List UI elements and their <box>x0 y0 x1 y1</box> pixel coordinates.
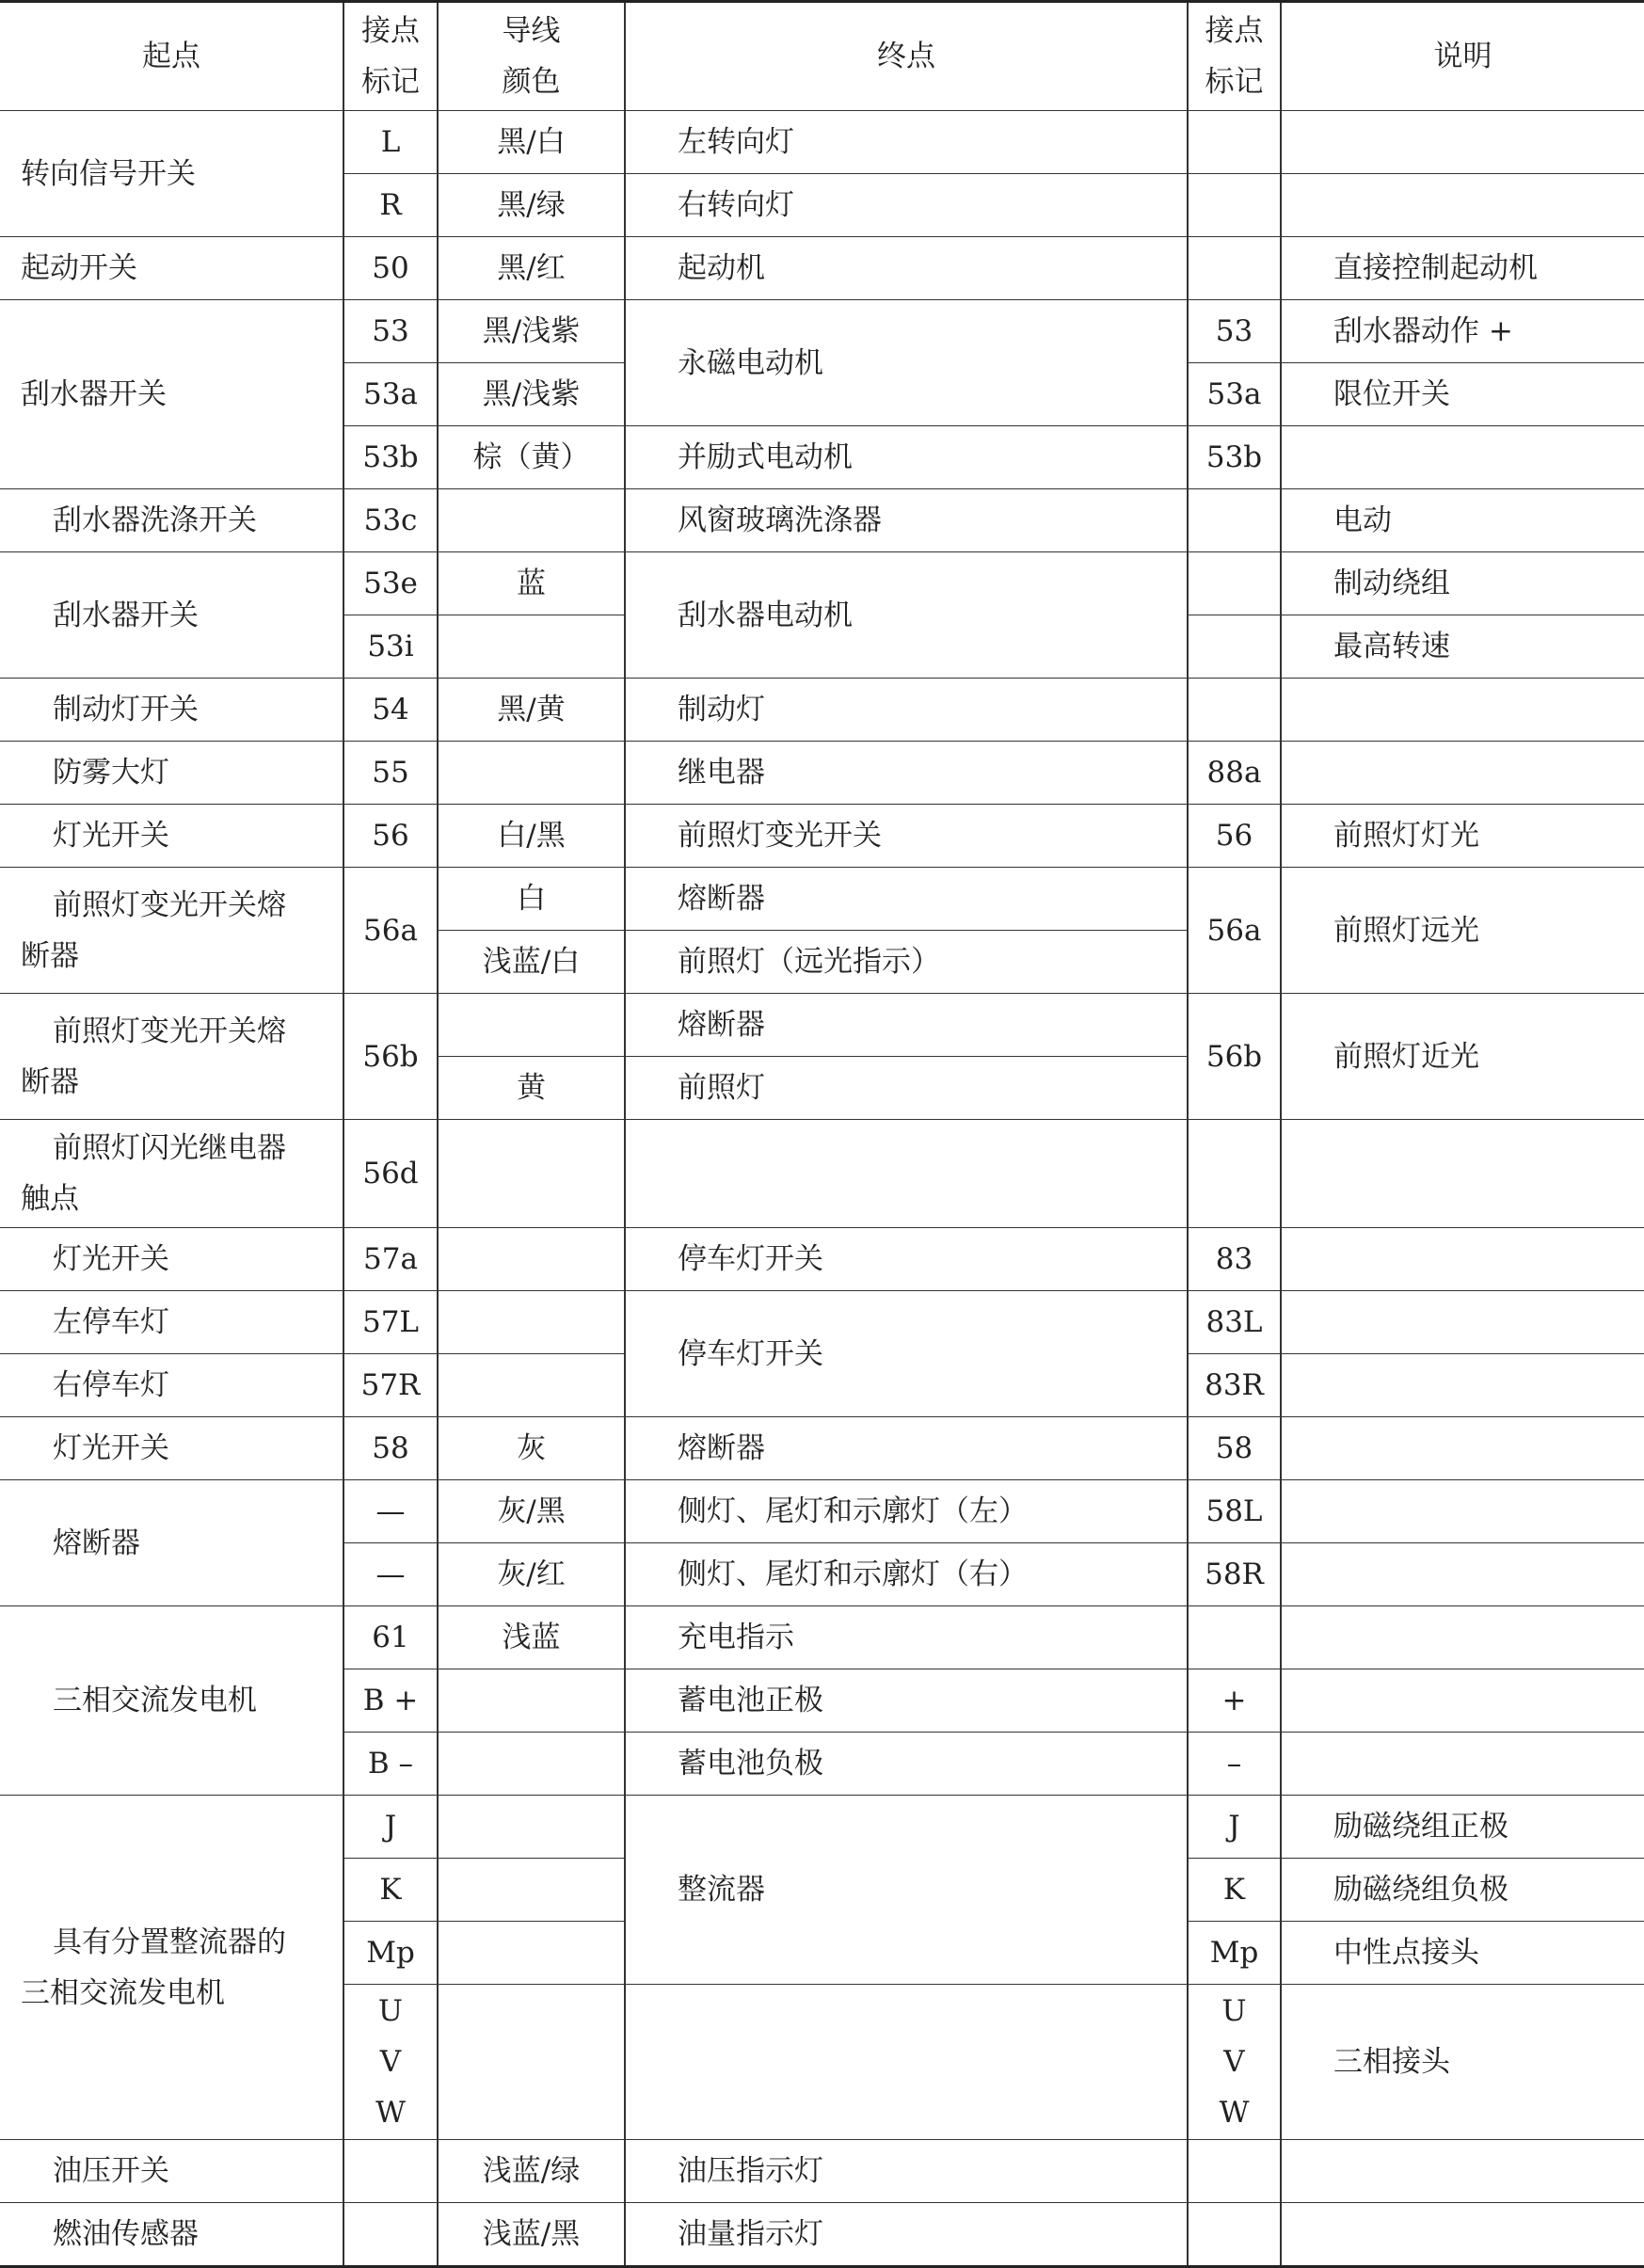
cell-end: 蓄电池正极 <box>625 1669 1188 1733</box>
cell-start: 前照灯变光开关熔 断器 <box>0 868 343 994</box>
cell-mark-a: 56d <box>343 1120 438 1228</box>
cell-mark-b: 53 <box>1188 300 1281 363</box>
table-header-row <box>0 2 1644 111</box>
cell-end: 永磁电动机 <box>625 300 1188 426</box>
cell-mark-a <box>343 2140 438 2203</box>
cell-end: 停车灯开关 <box>625 1228 1188 1291</box>
cell-end: 熔断器 <box>625 994 1188 1057</box>
cell-mark-a: 50 <box>343 237 438 300</box>
cell-color <box>438 489 625 552</box>
cell-mark-b <box>1188 615 1281 679</box>
table-row <box>0 552 1644 615</box>
cell-mark-b <box>1188 2140 1281 2203</box>
cell-start: 油压开关 <box>0 2140 343 2203</box>
cell-mark-b: 56b <box>1188 994 1281 1120</box>
cell-start: 刮水器洗涤开关 <box>0 489 343 552</box>
cell-color: 浅蓝/绿 <box>438 2140 625 2203</box>
cell-note <box>1281 742 1644 805</box>
header-end: 终点 <box>625 2 1188 111</box>
cell-note <box>1281 1291 1644 1354</box>
cell-note <box>1281 1417 1644 1480</box>
header-start: 起点 <box>0 2 343 111</box>
cell-color: 棕（黄） <box>438 426 625 489</box>
cell-note <box>1281 2203 1644 2267</box>
cell-color: 黑/白 <box>438 111 625 174</box>
table-row <box>0 111 1644 174</box>
cell-color <box>438 1669 625 1733</box>
cell-start: 刮水器开关 <box>0 552 343 679</box>
cell-mark-a: 57a <box>343 1228 438 1291</box>
cell-mark-b: 83L <box>1188 1291 1281 1354</box>
cell-mark-a: 61 <box>343 1606 438 1669</box>
cell-color: 白 <box>438 868 625 931</box>
cell-color <box>438 1922 625 1985</box>
cell-mark-a: 57R <box>343 1354 438 1417</box>
cell-start: 左停车灯 <box>0 1291 343 1354</box>
cell-end: 制动灯 <box>625 679 1188 742</box>
cell-end: 油压指示灯 <box>625 2140 1188 2203</box>
table-row <box>0 300 1644 363</box>
cell-start: 起动开关 <box>0 237 343 300</box>
cell-mark-b: 83R <box>1188 1354 1281 1417</box>
cell-note <box>1281 1669 1644 1733</box>
cell-mark-a: 53b <box>343 426 438 489</box>
cell-mark-b: 56a <box>1188 868 1281 994</box>
cell-mark-b: J <box>1188 1796 1281 1859</box>
cell-color: 浅蓝/黑 <box>438 2203 625 2267</box>
cell-start: 燃油传感器 <box>0 2203 343 2267</box>
cell-mark-b: Mp <box>1188 1922 1281 1985</box>
cell-note: 前照灯远光 <box>1281 868 1644 994</box>
cell-note <box>1281 2140 1644 2203</box>
cell-mark-b <box>1188 679 1281 742</box>
cell-color: 黑/浅紫 <box>438 363 625 426</box>
cell-note: 中性点接头 <box>1281 1922 1644 1985</box>
cell-mark-a: Mp <box>343 1922 438 1985</box>
cell-mark-b <box>1188 489 1281 552</box>
cell-color: 黑/黄 <box>438 679 625 742</box>
cell-color: 白/黑 <box>438 805 625 868</box>
cell-color: 灰 <box>438 1417 625 1480</box>
cell-color <box>438 1985 625 2140</box>
cell-start: 防雾大灯 <box>0 742 343 805</box>
table-row <box>0 868 1644 931</box>
cell-note <box>1281 1228 1644 1291</box>
cell-end: 继电器 <box>625 742 1188 805</box>
cell-color: 黑/绿 <box>438 174 625 237</box>
cell-note <box>1281 174 1644 237</box>
cell-mark-b: U V W <box>1188 1985 1281 2140</box>
cell-mark-a: L <box>343 111 438 174</box>
cell-note <box>1281 111 1644 174</box>
cell-color: 浅蓝/白 <box>438 931 625 994</box>
cell-color <box>438 615 625 679</box>
cell-note <box>1281 1543 1644 1606</box>
cell-end: 油量指示灯 <box>625 2203 1188 2267</box>
cell-mark-a: 54 <box>343 679 438 742</box>
cell-color <box>438 1354 625 1417</box>
cell-end: 充电指示 <box>625 1606 1188 1669</box>
cell-start: 具有分置整流器的 三相交流发电机 <box>0 1796 343 2140</box>
cell-note: 最高转速 <box>1281 615 1644 679</box>
cell-end: 前照灯（远光指示） <box>625 931 1188 994</box>
cell-color: 灰/红 <box>438 1543 625 1606</box>
cell-mark-a: 56b <box>343 994 438 1120</box>
cell-mark-b <box>1188 237 1281 300</box>
cell-mark-a: J <box>343 1796 438 1859</box>
cell-note: 制动绕组 <box>1281 552 1644 615</box>
cell-mark-a: 56a <box>343 868 438 994</box>
cell-note <box>1281 679 1644 742</box>
cell-start: 制动灯开关 <box>0 679 343 742</box>
cell-mark-a: 53c <box>343 489 438 552</box>
table-row <box>0 679 1644 742</box>
cell-start: 刮水器开关 <box>0 300 343 489</box>
cell-mark-b <box>1188 552 1281 615</box>
cell-color <box>438 1796 625 1859</box>
cell-note <box>1281 1354 1644 1417</box>
cell-mark-b: + <box>1188 1669 1281 1733</box>
table-row <box>0 2140 1644 2203</box>
cell-end: 并励式电动机 <box>625 426 1188 489</box>
table-row <box>0 1228 1644 1291</box>
table-row <box>0 994 1644 1057</box>
header-note: 说明 <box>1281 2 1644 111</box>
cell-note <box>1281 1120 1644 1228</box>
cell-end: 风窗玻璃洗涤器 <box>625 489 1188 552</box>
cell-note: 励磁绕组正极 <box>1281 1796 1644 1859</box>
cell-start: 熔断器 <box>0 1480 343 1606</box>
cell-start: 右停车灯 <box>0 1354 343 1417</box>
cell-mark-b: 56 <box>1188 805 1281 868</box>
cell-start: 转向信号开关 <box>0 111 343 237</box>
cell-mark-b <box>1188 111 1281 174</box>
cell-end: 刮水器电动机 <box>625 552 1188 679</box>
header-mark-a: 接点 标记 <box>343 2 438 111</box>
cell-start: 前照灯闪光继电器 触点 <box>0 1120 343 1228</box>
cell-mark-a: R <box>343 174 438 237</box>
cell-mark-a: K <box>343 1859 438 1922</box>
cell-note <box>1281 1606 1644 1669</box>
cell-mark-a: 58 <box>343 1417 438 1480</box>
cell-mark-a: B + <box>343 1669 438 1733</box>
cell-end <box>625 1120 1188 1228</box>
cell-end: 整流器 <box>625 1796 1188 1985</box>
cell-end: 前照灯变光开关 <box>625 805 1188 868</box>
cell-color <box>438 994 625 1057</box>
table-row <box>0 1796 1644 1859</box>
cell-end: 侧灯、尾灯和示廓灯（左） <box>625 1480 1188 1543</box>
cell-mark-b: 53a <box>1188 363 1281 426</box>
cell-color <box>438 1733 625 1796</box>
cell-start: 灯光开关 <box>0 1228 343 1291</box>
cell-mark-b: – <box>1188 1733 1281 1796</box>
cell-end <box>625 1985 1188 2140</box>
cell-end: 熔断器 <box>625 868 1188 931</box>
cell-mark-b: 58L <box>1188 1480 1281 1543</box>
cell-note <box>1281 1733 1644 1796</box>
cell-note: 限位开关 <box>1281 363 1644 426</box>
cell-color <box>438 742 625 805</box>
cell-end: 停车灯开关 <box>625 1291 1188 1417</box>
cell-end: 右转向灯 <box>625 174 1188 237</box>
cell-note: 三相接头 <box>1281 1985 1644 2140</box>
cell-end: 熔断器 <box>625 1417 1188 1480</box>
cell-color: 蓝 <box>438 552 625 615</box>
cell-end: 起动机 <box>625 237 1188 300</box>
cell-mark-a: 53a <box>343 363 438 426</box>
cell-mark-a: U V W <box>343 1985 438 2140</box>
cell-start: 灯光开关 <box>0 1417 343 1480</box>
header-mark-b: 接点 标记 <box>1188 2 1281 111</box>
table-row <box>0 1480 1644 1543</box>
cell-note <box>1281 1480 1644 1543</box>
cell-note: 前照灯近光 <box>1281 994 1644 1120</box>
cell-note: 直接控制起动机 <box>1281 237 1644 300</box>
cell-color <box>438 1120 625 1228</box>
cell-mark-b: 88a <box>1188 742 1281 805</box>
table-row <box>0 237 1644 300</box>
table-row <box>0 805 1644 868</box>
cell-note: 刮水器动作 + <box>1281 300 1644 363</box>
cell-color: 浅蓝 <box>438 1606 625 1669</box>
cell-color: 黑/红 <box>438 237 625 300</box>
cell-mark-b: 83 <box>1188 1228 1281 1291</box>
cell-end: 前照灯 <box>625 1057 1188 1120</box>
cell-mark-a: 55 <box>343 742 438 805</box>
cell-start: 灯光开关 <box>0 805 343 868</box>
cell-mark-a <box>343 2203 438 2267</box>
table-row <box>0 1291 1644 1354</box>
cell-note <box>1281 426 1644 489</box>
cell-note: 电动 <box>1281 489 1644 552</box>
cell-mark-b: 58 <box>1188 1417 1281 1480</box>
cell-color: 黄 <box>438 1057 625 1120</box>
cell-color <box>438 1228 625 1291</box>
cell-mark-a: — <box>343 1543 438 1606</box>
cell-color <box>438 1291 625 1354</box>
cell-mark-b <box>1188 1606 1281 1669</box>
cell-color: 灰/黑 <box>438 1480 625 1543</box>
table-row <box>0 1120 1644 1228</box>
cell-mark-b: 53b <box>1188 426 1281 489</box>
cell-start: 前照灯变光开关熔 断器 <box>0 994 343 1120</box>
cell-end: 蓄电池负极 <box>625 1733 1188 1796</box>
cell-end: 左转向灯 <box>625 111 1188 174</box>
cell-color <box>438 1859 625 1922</box>
cell-mark-b <box>1188 1120 1281 1228</box>
header-wire-color: 导线 颜色 <box>438 2 625 111</box>
cell-note: 励磁绕组负极 <box>1281 1859 1644 1922</box>
cell-end: 侧灯、尾灯和示廓灯（右） <box>625 1543 1188 1606</box>
cell-color: 黑/浅紫 <box>438 300 625 363</box>
cell-mark-a: B – <box>343 1733 438 1796</box>
table-row <box>0 742 1644 805</box>
cell-start: 三相交流发电机 <box>0 1606 343 1796</box>
table-row <box>0 1417 1644 1480</box>
cell-mark-a: 56 <box>343 805 438 868</box>
cell-mark-b <box>1188 174 1281 237</box>
cell-mark-a: 53i <box>343 615 438 679</box>
cell-mark-a: 53e <box>343 552 438 615</box>
table-row <box>0 1606 1644 1669</box>
cell-note: 前照灯灯光 <box>1281 805 1644 868</box>
cell-mark-b: K <box>1188 1859 1281 1922</box>
cell-mark-a: 53 <box>343 300 438 363</box>
table-row <box>0 489 1644 552</box>
table-row <box>0 2203 1644 2267</box>
cell-mark-a: — <box>343 1480 438 1543</box>
cell-mark-b <box>1188 2203 1281 2267</box>
cell-mark-a: 57L <box>343 1291 438 1354</box>
cell-mark-b: 58R <box>1188 1543 1281 1606</box>
